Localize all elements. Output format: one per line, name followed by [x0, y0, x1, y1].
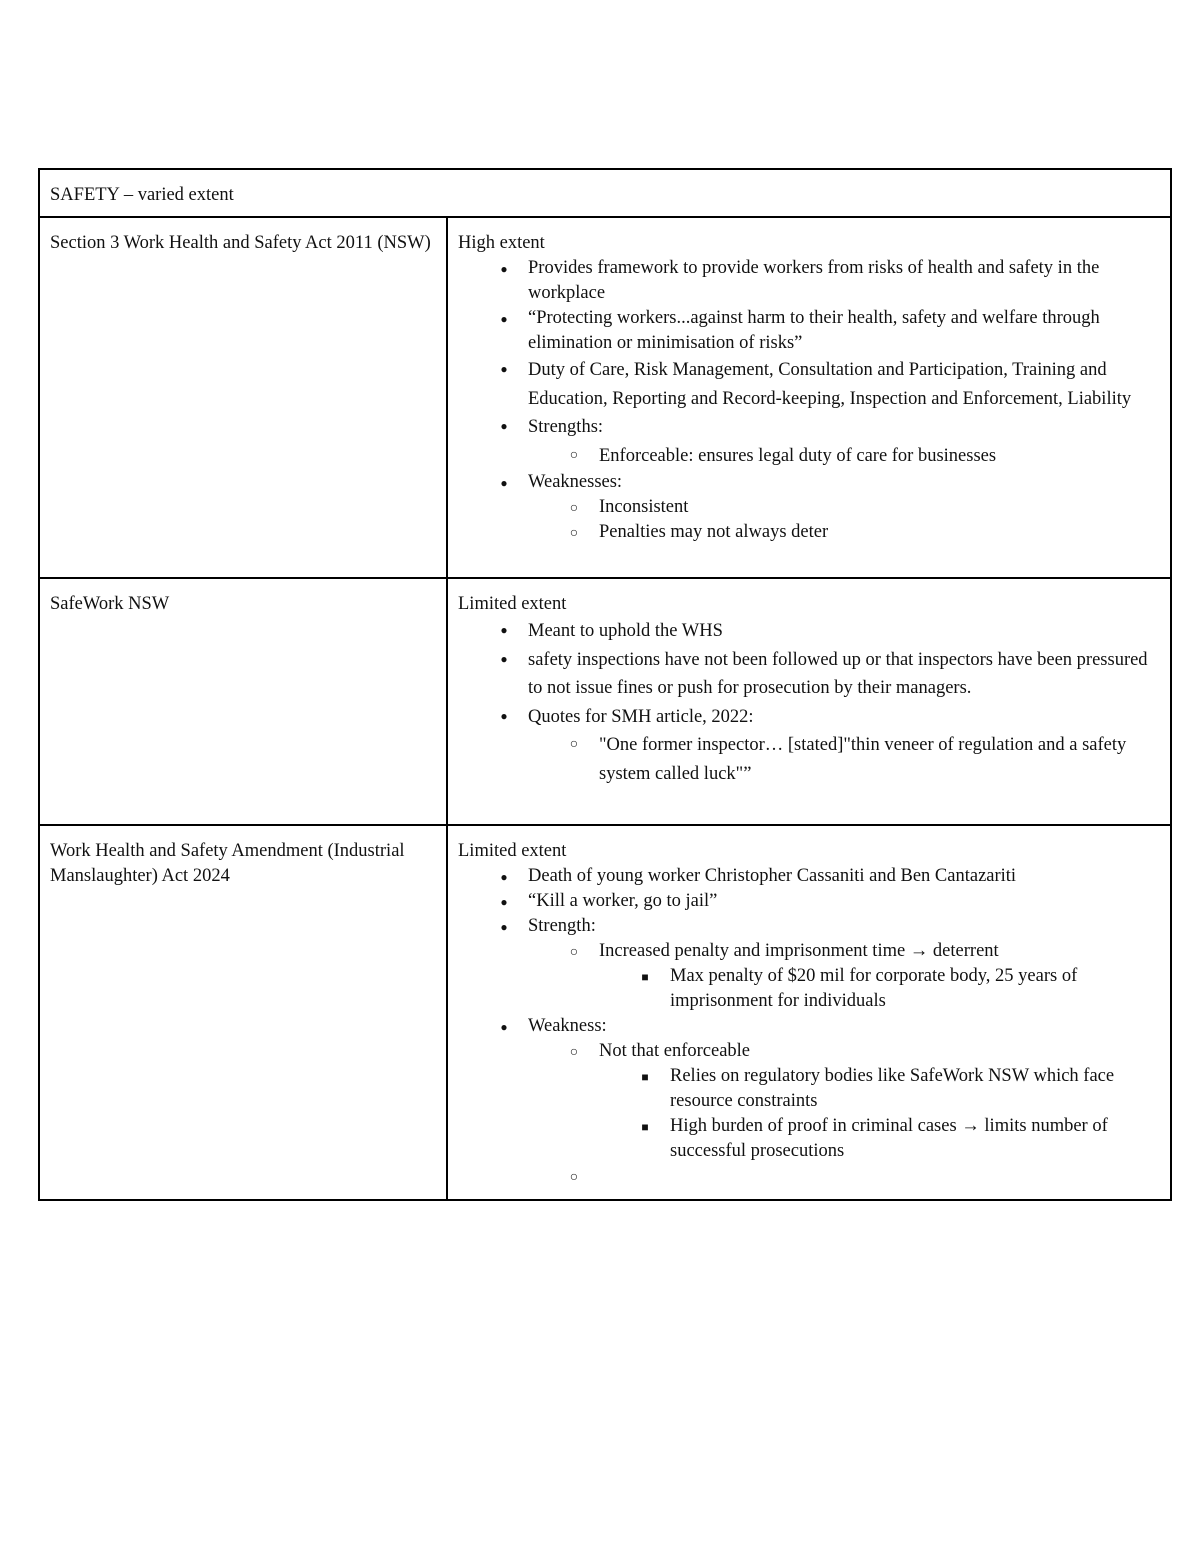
bullet-icon — [494, 889, 514, 915]
sub-sub-item-text: Relies on regulatory bodies like SafeWork NSW which face resource constraints — [670, 1066, 1115, 1111]
sub-list-item — [528, 731, 1160, 788]
list-item — [458, 306, 1160, 356]
list-item-text: Weaknesses: — [528, 472, 623, 492]
table-header-row — [39, 169, 1171, 217]
circle-bullet-icon — [564, 939, 584, 965]
bullet-icon — [494, 470, 514, 496]
row-label: SafeWork NSW — [39, 578, 447, 825]
list-item-text: Quotes for SMH article, 2022: — [528, 706, 754, 727]
extent-label: High extent — [458, 233, 545, 253]
bullet-list — [458, 864, 1160, 1189]
bullet-icon — [494, 256, 514, 282]
bullet-icon — [494, 617, 514, 643]
sub-item-text: Not that enforceable — [599, 1041, 751, 1061]
bullet-icon — [494, 703, 514, 729]
bullet-icon — [494, 864, 514, 890]
list-item — [458, 256, 1160, 306]
sub-sub-list — [528, 1064, 1160, 1164]
table-row — [39, 825, 1171, 1200]
list-item-text: safety inspections have not been followed up or that inspectors have been pressured to not issue fines or push for prosecution by their managers. — [528, 649, 1148, 698]
sub-list-item — [528, 1039, 1160, 1164]
bullet-icon — [494, 1014, 514, 1040]
bullet-list — [458, 617, 1160, 788]
circle-bullet-icon — [564, 1039, 584, 1065]
list-item-text: Duty of Care, Risk Management, Consultation and Participation, Training and Education, Reporting and Record-keeping, Inspection and Enforcement, Liability — [528, 360, 1132, 409]
square-bullet-icon — [635, 964, 655, 990]
circle-bullet-icon — [564, 731, 584, 757]
list-item-text: Meant to uphold the WHS — [528, 621, 723, 641]
circle-bullet-icon — [564, 520, 584, 546]
sub-list — [458, 442, 1160, 471]
row-content — [447, 217, 1171, 578]
row-content — [447, 825, 1171, 1200]
sub-list-item — [528, 1164, 1160, 1189]
circle-bullet-icon — [564, 442, 584, 468]
list-item-text: Provides framework to provide workers from risks of health and safety in the workplace — [528, 258, 1100, 303]
sub-list-item — [528, 442, 1160, 471]
list-item — [458, 413, 1160, 470]
sub-list-item — [528, 939, 1160, 1014]
safety-table — [38, 168, 1172, 1201]
list-item — [458, 356, 1160, 413]
sub-sub-item-text: High burden of proof in criminal cases → limits number of successful prosecutions — [670, 1116, 1108, 1161]
row-label: Section 3 Work Health and Safety Act 2011 (NSW) — [39, 217, 447, 578]
table-row — [39, 217, 1171, 578]
list-item-text: Strengths: — [528, 417, 604, 437]
sub-item-text: Penalties may not always deter — [599, 522, 829, 542]
sub-item-text — [599, 1166, 604, 1186]
bullet-icon — [494, 914, 514, 940]
bullet-icon — [494, 356, 514, 382]
extent-label: Limited extent — [458, 841, 567, 861]
list-item — [458, 864, 1160, 889]
bullet-icon — [494, 646, 514, 672]
list-item-text: “Kill a worker, go to jail” — [528, 891, 718, 911]
sub-sub-list-item — [599, 1064, 1160, 1114]
sub-list — [458, 939, 1160, 1014]
list-item-text: “Protecting workers...against harm to their health, safety and welfare through elimination or minimisation of risks” — [528, 308, 1100, 353]
square-bullet-icon — [635, 1064, 655, 1090]
list-item — [458, 646, 1160, 703]
list-item — [458, 617, 1160, 646]
table-row — [39, 578, 1171, 825]
sub-sub-list — [528, 964, 1160, 1014]
list-item — [458, 889, 1160, 914]
list-item — [458, 703, 1160, 789]
sub-sub-list-item — [599, 964, 1160, 1014]
circle-bullet-icon — [564, 1164, 584, 1190]
list-item — [458, 914, 1160, 1014]
list-item — [458, 1014, 1160, 1189]
sub-item-text: Enforceable: ensures legal duty of care for businesses — [599, 445, 997, 466]
sub-list-item — [528, 520, 1160, 545]
sub-sub-item-text: Max penalty of $20 mil for corporate body, 25 years of imprisonment for individuals — [670, 966, 1078, 1011]
sub-list-item — [528, 495, 1160, 520]
sub-item-text: "One former inspector… [stated]"thin veneer of regulation and a safety system called luck"” — [599, 735, 1127, 784]
bullet-icon — [494, 413, 514, 439]
row-content — [447, 578, 1171, 825]
sub-item-text: Inconsistent — [599, 497, 689, 517]
sub-item-text: Increased penalty and imprisonment time → deterrent — [599, 941, 999, 961]
list-item-text: Strength: — [528, 916, 596, 936]
row-label: Work Health and Safety Amendment (Industrial Manslaughter) Act 2024 — [39, 825, 447, 1200]
square-bullet-icon — [635, 1114, 655, 1140]
table-header-cell: SAFETY – varied extent — [39, 169, 1171, 217]
extent-label: Limited extent — [458, 594, 567, 614]
circle-bullet-icon — [564, 495, 584, 521]
sub-list — [458, 1039, 1160, 1189]
list-item-text: Weakness: — [528, 1016, 607, 1036]
sub-sub-list-item — [599, 1114, 1160, 1164]
bullet-list — [458, 256, 1160, 545]
sub-list — [458, 495, 1160, 545]
list-item — [458, 470, 1160, 545]
sub-list — [458, 731, 1160, 788]
bullet-icon — [494, 306, 514, 332]
list-item-text: Death of young worker Christopher Cassaniti and Ben Cantazariti — [528, 866, 1017, 886]
